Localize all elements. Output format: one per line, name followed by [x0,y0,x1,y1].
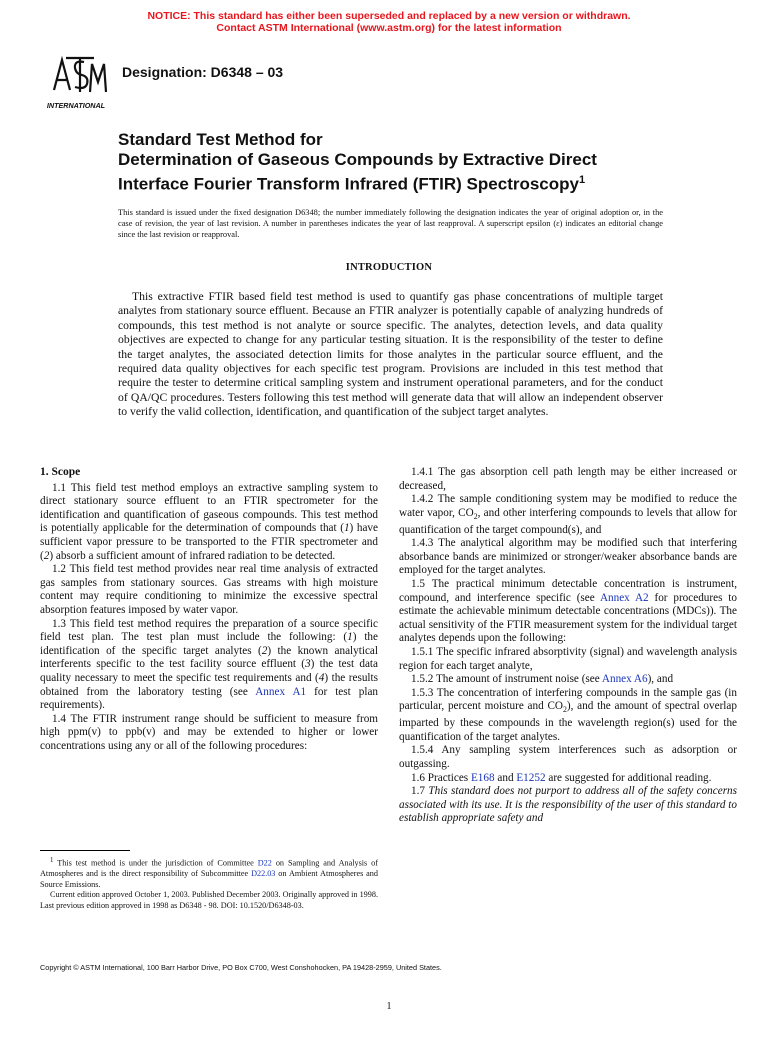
paragraph-1-7: 1.7 This standard does not purport to address all of the safety concerns associated with its use. It is the responsibility of the user of this standard to establish appropriate safety and [399,785,737,825]
annex-a1-link[interactable]: Annex A1 [255,685,307,698]
copyright-line: Copyright © ASTM International, 100 Barr Harbor Drive, PO Box C700, West Conshohocken, PA 19428-2959, United States. [40,963,442,972]
notice-line-2: Contact ASTM International (www.astm.org) for the latest information [216,22,562,34]
paragraph-1-2: 1.2 This field test method provides near real time analysis of extracted gas samples from stationary sources. Gas streams with high moisture content may require conditioning to minimize the excessive spectral absorption features imposed by water vapor. [40,563,378,616]
footnote-rule [40,850,130,851]
footnotes [40,852,378,911]
paragraph-1-5-4: 1.5.4 Any sampling system interferences such as adsorption or outgassing. [399,744,737,770]
title-line-1: Standard Test Method for [118,130,323,149]
paragraph-1-4-3: 1.4.3 The analytical algorithm may be modified such that interfering absorbance bands are minimized or stronger/weaker absorbance bands are employed for the target analytes. [399,537,737,577]
paragraph-1-6: 1.6 Practices E168 and E1252 are suggested for additional reading. [411,771,712,784]
introduction-heading: INTRODUCTION [345,262,433,273]
astm-logo [40,50,112,112]
page-title [118,130,718,195]
section-heading-scope: 1. Scope [40,466,81,478]
d22-03-link[interactable]: D22.03 [251,869,276,879]
page-number: 1 [386,1001,392,1012]
right-column [399,466,737,826]
e168-link[interactable]: E168 [470,771,495,784]
paragraph-1-4-1: 1.4.1 The gas absorption cell path length may be either increased or decreased, [399,466,737,492]
withdrawal-notice [0,10,778,34]
paragraph-1-4: 1.4 The FTIR instrument range should be sufficient to measure from high ppm(v) to ppb(v) and may be extended to higher or lower concentrations using any or all of the following procedures: [40,712,378,752]
paragraph-1-5-2: 1.5.2 The amount of instrument noise (see Annex A6), and [411,673,674,686]
paragraph-1-5-3: 1.5.3 The concentration of interfering compounds in the sample gas (in particular, percent moisture and $CO_2$), and the amount of spectral overlap imparted by these compounds in the wavelength region(s) used for the quantification of the target analytes. [399,686,737,743]
paragraph-1-1: 1.1 This field test method employs an extractive sampling system to direct stationary source effluent to an FTIR spectrometer for the identification and quantification of gaseous compounds. This test method is potentially applicable for the determination of compounds that (1) have sufficient vapor pressure to be transported to the FTIR spectrometer and (2) absorb a sufficient amount of infrared radiation to be detected. [40,481,378,562]
paragraph-1-3: 1.3 This field test method requires the preparation of a source specific field test plan. The test plan must include the following: (1) the identification of the specific target analytes (2) the known analytical interferents specific to the test facility source effluent (3) the test data quality necessary to meet the specific test requirements and (4) the results obtained from the laboratory testing (see Annex A1 for test plan requirements). [40,617,379,712]
title-footnote-marker: 1 [578,174,586,186]
paragraph-1-5: 1.5 The practical minimum detectable concentration is instrument, compound, and interference specific (see Annex A2 for procedures to estimate the achievable minimum detectable concentrations (MDCs)). The actual sensitivity of the FTIR measurement system for the individual target analytes depends upon the following: [399,577,737,645]
title-line-2: Determination of Gaseous Compounds by Extractive Direct [118,150,597,169]
paragraph-1-4-2: 1.4.2 The sample conditioning system may be modified to reduce the water vapor, $CO_2$, and other interfering compounds to levels that allow for quantification of the target compound(s), and [399,493,737,536]
title-line-3: Interface Fourier Transform Infrared (FTIR) Spectroscopy$^1$ [118,174,586,194]
paragraph-1-5-1: 1.5.1 The specific infrared absorptivity (signal) and wavelength analysis region for each target analyte, [399,645,737,672]
notice-line-1: NOTICE: This standard has either been superseded and replaced by a new version or withdrawn. [147,10,631,22]
logo-wordmark: INTERNATIONAL [46,101,106,110]
issued-note: This standard is issued under the fixed designation D6348; the number immediately following the designation indicates the year of original adoption or, in the case of revision, the year of last revision. A number in parentheses indicates the year of last reapproval. A superscript epsilon (ε) indicates an editorial change since the last revision or reapproval. [118,208,663,239]
footnote-2: Current edition approved October 1, 2003. Published December 2003. Originally approved in 1998. Last previous edition approved in 1998 as D6348 - 98. DOI: 10.1520/D6348-03. [40,890,378,910]
annex-a6-link[interactable]: Annex A6 [601,673,648,686]
e1252-link[interactable]: E1252 [516,771,546,784]
annex-a2-link[interactable]: Annex A2 [599,591,649,604]
introduction-body: This extractive FTIR based field test method is used to quantify gas phase concentrations of multiple target analytes from stationary source effluent. Because an FTIR analyzer is potentially capable of analyzing hundreds of compounds, this test method is not analyte or source specific. The analytes, detection levels, and data quality objectives are expected to change for any particular testing situation. It is the responsibility of the tester to define the target analytes, the associated detection limits for those analytes in the particular source effluent, and the required data quality objectives for each specific test program. Provisions are included in this test method that require the tester to determine critical sampling system and instrument operational parameters, and for the conduct of QA/QC procedures. Testers following this test method will generate data that will allow an independent observer to verify the valid collection, identification, and quantification of the subject target analytes. [118,290,663,419]
designation: Designation: D6348 – 03 [122,64,284,80]
footnote-1: $^1$ This test method is under the jurisdiction of Committee D22 on Sampling and Analysis of Atmospheres and is the direct responsibility of Subcommittee D22.03 on Ambient Atmospheres and Source Emissions. [40,857,378,889]
left-column [40,466,378,753]
d22-link[interactable]: D22 [257,858,272,868]
